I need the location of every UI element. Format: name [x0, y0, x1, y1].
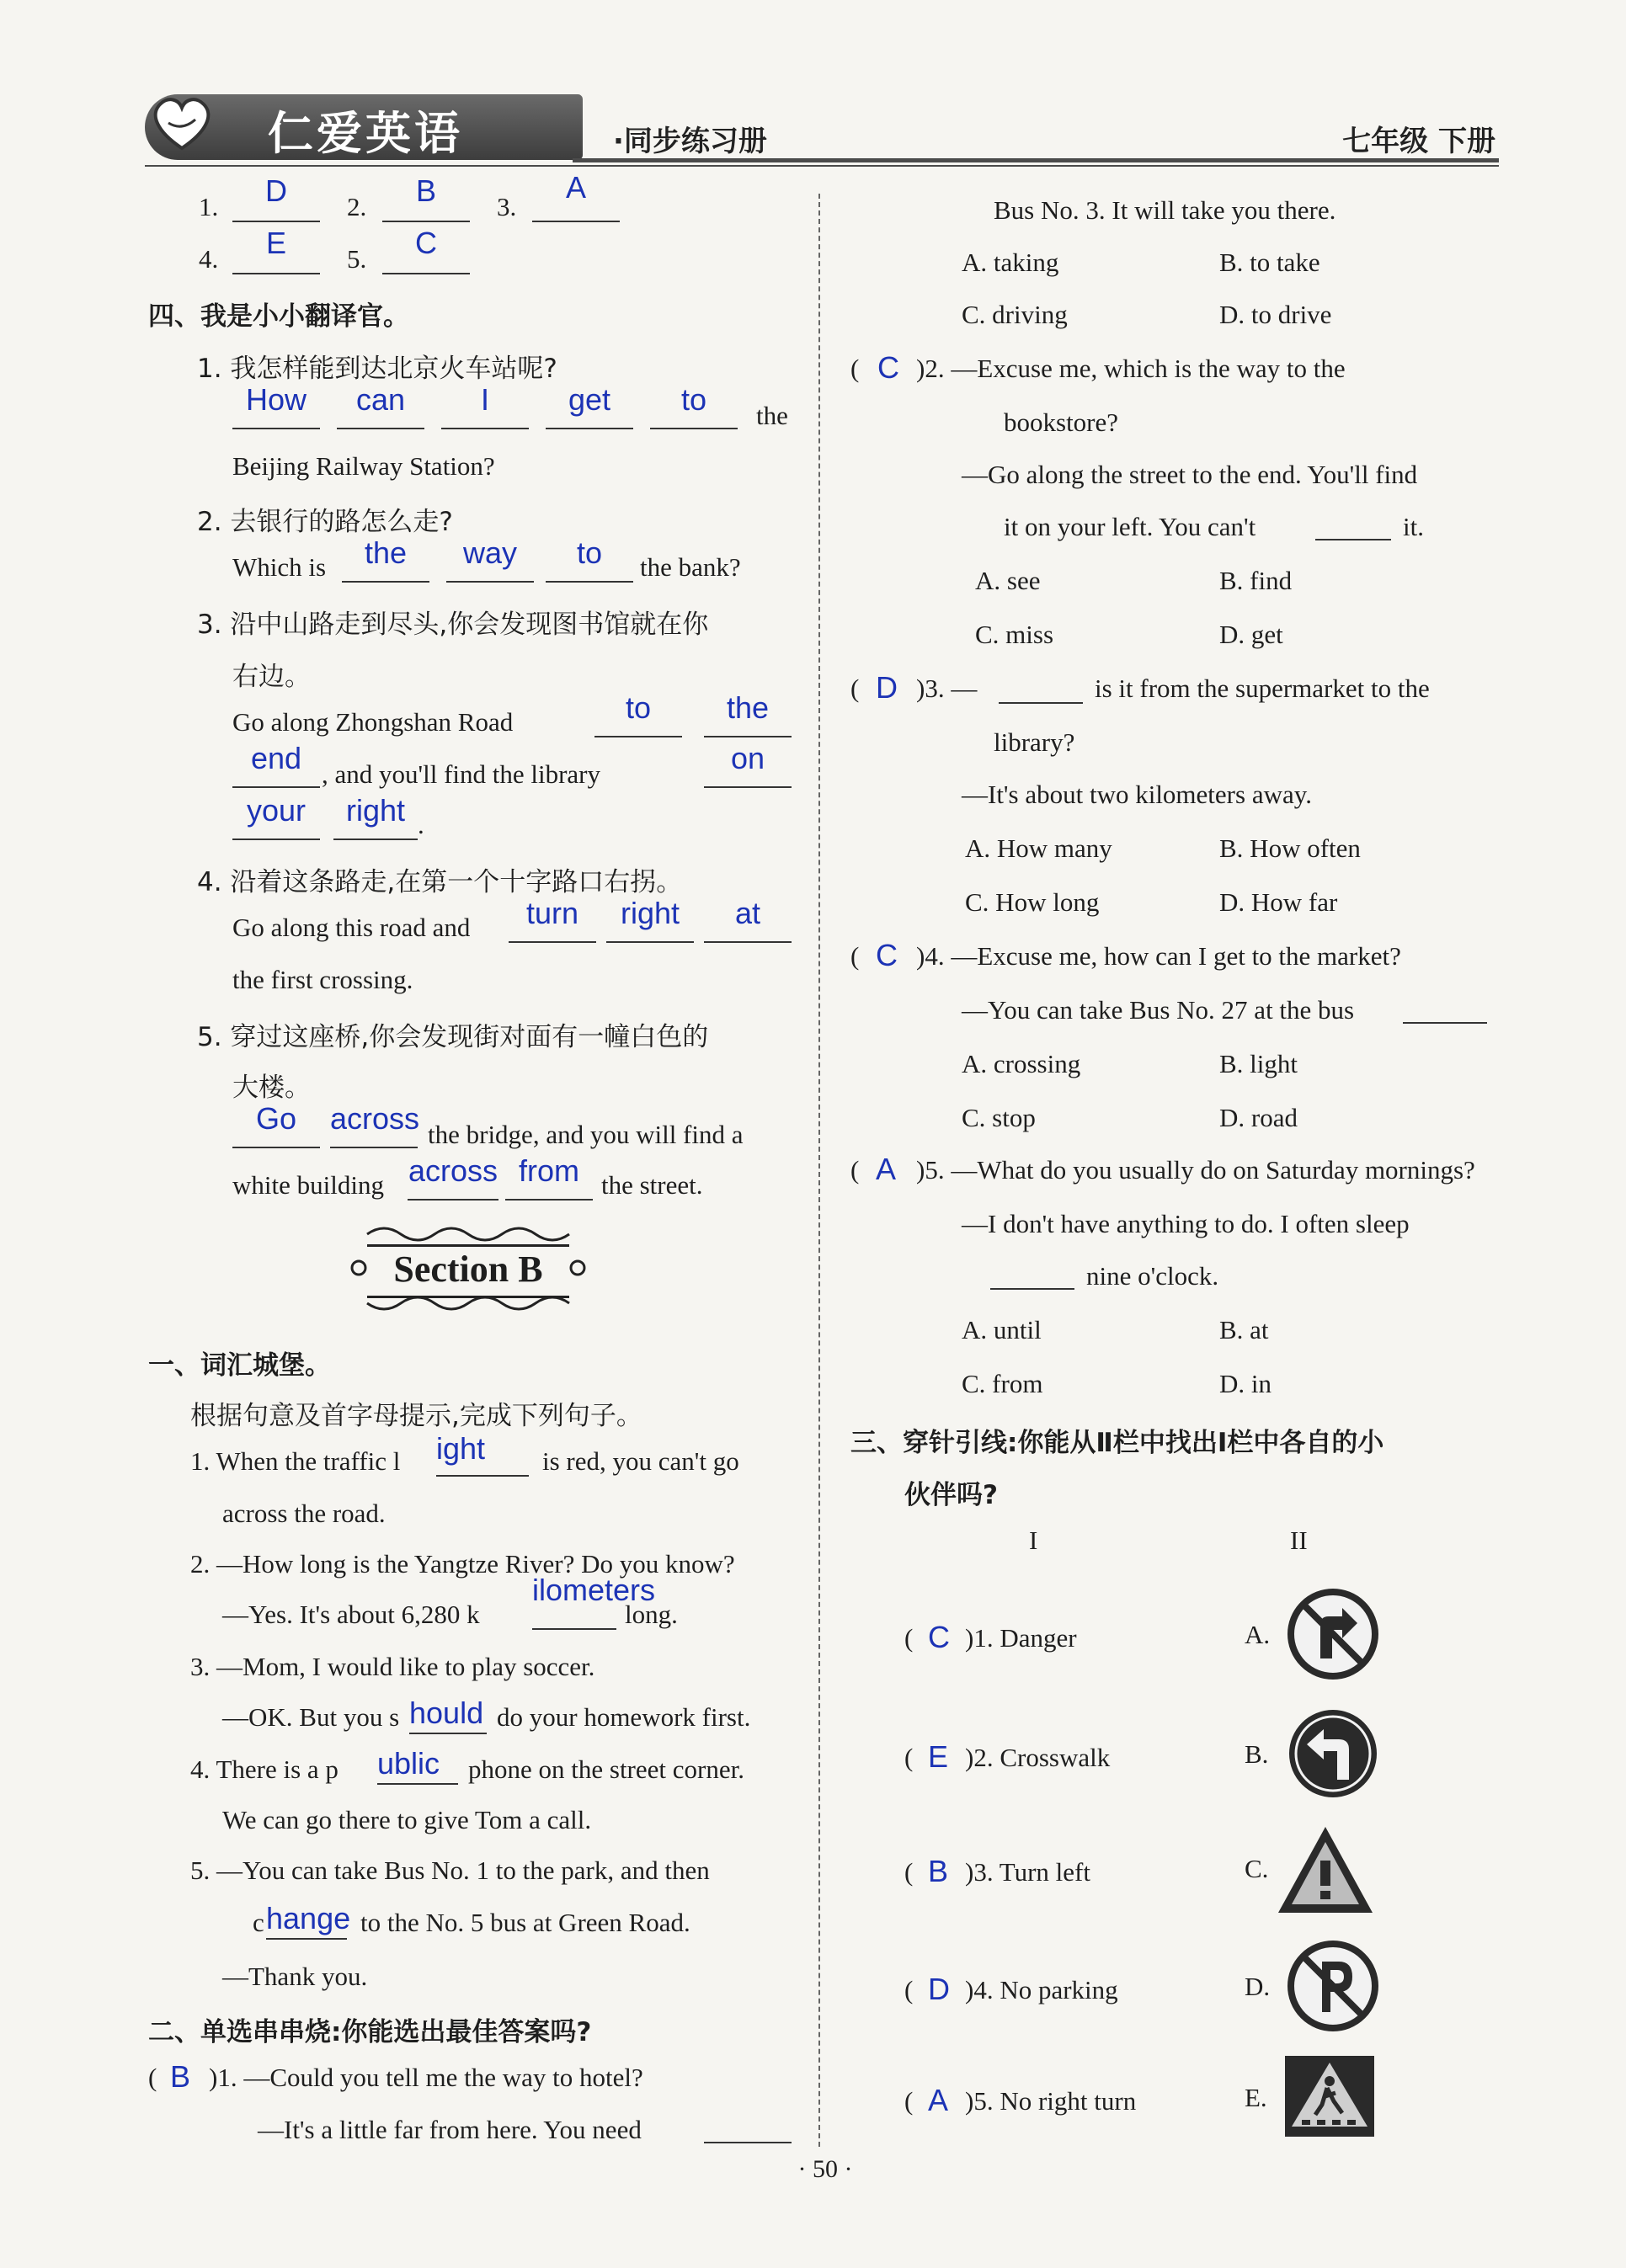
answer-number: 4. [199, 244, 219, 274]
blank[interactable] [546, 581, 633, 583]
option[interactable]: B. to take [1219, 248, 1320, 277]
choice-q5-line3: nine o'clock. [1086, 1261, 1219, 1291]
answer-text: right [620, 896, 680, 930]
vocab-q5-line3: —Thank you. [222, 1962, 368, 1991]
q5-chinese-cont: 大楼。 [232, 1073, 311, 1103]
blank[interactable] [266, 1938, 347, 1940]
choice-q4-line1: )4. —Excuse me, how can I get to the market? [916, 941, 1401, 971]
header-rule [573, 158, 1499, 162]
column-header-2: II [1290, 1525, 1308, 1555]
choice-q1-line2: —It's a little far from here. You need [258, 2115, 642, 2144]
section-title-match: 三、穿针引线:你能从Ⅱ栏中找出Ⅰ栏中各自的小 [850, 1428, 1384, 1458]
answer-blank[interactable] [232, 273, 320, 274]
vocab-instruction: 根据句意及首字母提示,完成下列句子。 [190, 1401, 642, 1431]
answer-text: can [355, 382, 406, 417]
answer-text: on [730, 741, 765, 775]
answer-text: get [568, 382, 611, 417]
brand-title: 仁爱英语 [268, 107, 463, 160]
sentence-text: Beijing Railway Station? [232, 451, 495, 481]
sentence-text: , and you'll find the library [322, 759, 601, 789]
answer-text: A [565, 170, 586, 205]
blank[interactable] [704, 941, 792, 943]
option[interactable]: C. driving [962, 300, 1068, 329]
match-item: )3. Turn left [965, 1857, 1090, 1887]
answer-text: the [364, 535, 408, 570]
answer-text: the [726, 690, 770, 725]
match-letter: A. [1245, 1620, 1271, 1649]
vocab-q4-line2: We can go there to give Tom a call. [222, 1805, 592, 1834]
answer-number: 3. [497, 192, 517, 221]
q3-chinese: 3. 沿中山路走到尽头,你会发现图书馆就在你 [197, 610, 709, 640]
choice-q3-answer[interactable]: D [876, 670, 898, 705]
column-header-1: I [1029, 1525, 1038, 1555]
paren: ( [904, 1975, 914, 2004]
paren: ( [850, 1155, 860, 1185]
choice-q3-line1b: is it from the supermarket to the [1095, 673, 1430, 703]
vocab-q1-post: is red, you can't go [542, 1446, 739, 1476]
choice-q3-line1a: )3. — [916, 673, 978, 703]
heart-logo-icon [148, 89, 216, 157]
answer-text: Go [255, 1101, 297, 1136]
answer-blank[interactable] [232, 221, 320, 222]
match-letter: D. [1245, 1972, 1271, 2001]
blank[interactable] [606, 941, 694, 943]
match-answer[interactable]: D [928, 1972, 950, 2006]
blank[interactable] [377, 1783, 458, 1785]
match-item: )4. No parking [965, 1975, 1118, 2004]
answer-text: E [265, 226, 286, 260]
section-title-translation: 四、我是小小翻译官。 [148, 301, 409, 332]
blank[interactable] [342, 581, 429, 583]
sentence-text: Go along this road and [232, 913, 471, 942]
match-answer[interactable]: A [928, 2083, 949, 2117]
section-b-label: Section B [393, 1248, 543, 1290]
vocab-q3-post: do your homework first. [497, 1702, 751, 1732]
choice-q4-line2: —You can take Bus No. 27 at the bus [962, 995, 1355, 1025]
answer-blank[interactable] [382, 221, 470, 222]
section-b-banner [350, 1222, 586, 1313]
vocab-q2-line1: 2. —How long is the Yangtze River? Do you know? [190, 1549, 735, 1579]
section-title-choice: 二、单选串串烧:你能选出最佳答案吗? [148, 2017, 592, 2047]
blank[interactable] [1315, 539, 1391, 540]
blank[interactable] [650, 428, 738, 429]
q3-chinese-cont: 右边。 [232, 662, 311, 692]
answer-text: at [734, 896, 761, 930]
choice-q5-answer[interactable]: A [876, 1152, 897, 1186]
answer-text: to [625, 690, 652, 725]
page-number: · 50 · [797, 2155, 853, 2183]
no-right-turn-icon [1287, 1588, 1379, 1680]
answer-text: I [480, 382, 489, 417]
sentence-text: the first crossing. [232, 965, 413, 994]
blank[interactable] [232, 839, 320, 840]
answer-text: across [330, 1101, 420, 1136]
answer-text: How [245, 382, 307, 417]
blank[interactable] [704, 736, 792, 737]
q1-chinese: 1. 我怎样能到达北京火车站呢? [197, 354, 557, 384]
vocab-q5-pre: c [253, 1908, 264, 1937]
match-letter: C. [1245, 1854, 1269, 1883]
section-title-match-cont: 伙伴吗? [904, 1480, 998, 1510]
answer-text: end [250, 741, 302, 775]
paren: ( [904, 1857, 914, 1887]
q4-chinese: 4. 沿着这条路走,在第一个十字路口右拐。 [197, 867, 683, 897]
option[interactable]: C. stop [962, 1103, 1036, 1132]
paren: ( [904, 1743, 914, 1772]
answer-text: C [415, 226, 437, 260]
option[interactable]: B. find [1219, 566, 1293, 595]
match-letter: B. [1245, 1739, 1269, 1769]
match-answer[interactable]: B [928, 1854, 949, 1888]
match-item: )5. No right turn [965, 2086, 1137, 2116]
blank[interactable] [446, 581, 534, 583]
blank[interactable] [1403, 1022, 1487, 1024]
choice-q2-answer[interactable]: C [877, 350, 899, 385]
paren: ( [904, 2086, 914, 2116]
blank[interactable] [337, 428, 424, 429]
choice-q2-line4b: it. [1403, 512, 1424, 541]
series-title: ·同步练习册 [613, 125, 767, 158]
vocab-q5-post: to the No. 5 bus at Green Road. [360, 1908, 690, 1937]
blank[interactable] [704, 786, 792, 788]
option[interactable]: C. How long [965, 887, 1100, 917]
choice-q1-line1: )1. —Could you tell me the way to hotel? [209, 2063, 643, 2092]
turn-left-icon [1287, 1707, 1379, 1800]
vocab-q2-post: long. [625, 1600, 678, 1629]
choice-q1-answer[interactable]: B [170, 2059, 191, 2094]
answer-text: B [415, 173, 436, 208]
option[interactable]: A. see [975, 566, 1041, 595]
answer-text: to [680, 382, 707, 417]
choice-q3-line3: —It's about two kilometers away. [962, 780, 1312, 809]
vocab-q3-pre: —OK. But you s [222, 1702, 400, 1732]
answer-text: hange [266, 1901, 351, 1935]
option[interactable]: A. crossing [962, 1049, 1081, 1078]
choice-q2-line3: —Go along the street to the end. You'll find [962, 460, 1418, 489]
q5-chinese: 5. 穿过这座桥,你会发现街对面有一幢白色的 [197, 1022, 709, 1052]
sentence-text: the bank? [640, 552, 741, 582]
option[interactable]: D. in [1219, 1369, 1271, 1398]
header-rule-thin [145, 165, 1499, 167]
no-parking-icon [1287, 1940, 1379, 2032]
blank[interactable] [436, 1475, 529, 1477]
answer-blank[interactable] [532, 221, 620, 222]
danger-icon [1275, 1823, 1376, 1918]
blank[interactable] [990, 1288, 1074, 1290]
blank[interactable] [408, 1199, 498, 1201]
option[interactable]: B. at [1219, 1315, 1269, 1344]
blank[interactable] [704, 2142, 792, 2143]
answer-text: way [462, 535, 518, 570]
paren: ( [904, 1623, 914, 1653]
vocab-q3-line1: 3. —Mom, I would like to play soccer. [190, 1652, 595, 1681]
vocab-q1-line2: across the road. [222, 1499, 386, 1528]
answer-text: your [246, 793, 307, 828]
answer-number: 1. [199, 192, 219, 221]
match-answer[interactable]: C [928, 1620, 950, 1654]
q2-chinese: 2. 去银行的路怎么走? [197, 507, 453, 537]
choice-q5-line2: —I don't have anything to do. I often sleep [962, 1209, 1410, 1238]
answer-text: to [576, 535, 603, 570]
sentence-text: Go along Zhongshan Road [232, 707, 514, 737]
choice-q1-line3: Bus No. 3. It will take you there. [994, 195, 1336, 225]
answer-blank[interactable] [382, 273, 470, 274]
vocab-q1-pre: 1. When the traffic l [190, 1446, 401, 1476]
grade-label: 七年级 下册 [1342, 125, 1495, 158]
option[interactable]: A. taking [962, 248, 1059, 277]
option[interactable]: D. How far [1219, 887, 1338, 917]
option[interactable]: C. from [962, 1369, 1043, 1398]
blank[interactable] [232, 1147, 320, 1148]
crosswalk-icon [1283, 2054, 1376, 2138]
vocab-q4-pre: 4. There is a p [190, 1754, 339, 1784]
blank[interactable] [333, 839, 418, 840]
blank[interactable] [532, 1628, 616, 1630]
page-header [0, 0, 1626, 168]
section-title-vocab: 一、词汇城堡。 [148, 1350, 331, 1381]
paren: ( [850, 673, 860, 703]
match-item: )1. Danger [965, 1623, 1077, 1653]
option[interactable]: D. road [1219, 1103, 1298, 1132]
option[interactable]: D. get [1219, 620, 1283, 649]
answer-text: ublic [377, 1746, 440, 1781]
sentence-text: . [418, 810, 424, 839]
sentence-text: the [756, 401, 788, 430]
answer-text: from [519, 1153, 579, 1188]
choice-q2-line2: bookstore? [1004, 407, 1119, 437]
option[interactable]: A. until [962, 1315, 1042, 1344]
answer-number: 2. [347, 192, 367, 221]
blank[interactable] [546, 428, 633, 429]
vocab-q5-line1: 5. —You can take Bus No. 1 to the park, and then [190, 1855, 710, 1885]
blank[interactable] [999, 702, 1083, 704]
sentence-text: the street. [601, 1170, 703, 1200]
answer-text: across [408, 1153, 498, 1188]
answer-text: ilometers [532, 1573, 656, 1607]
option[interactable]: B. light [1219, 1049, 1298, 1078]
answer-text: D [265, 173, 287, 208]
vocab-q4-post: phone on the street corner. [468, 1754, 744, 1784]
option[interactable]: A. How many [965, 833, 1112, 863]
blank[interactable] [509, 941, 596, 943]
option[interactable]: B. How often [1219, 833, 1361, 863]
match-item: )2. Crosswalk [965, 1743, 1111, 1772]
sentence-text: white building [232, 1170, 384, 1200]
choice-q3-line2: library? [994, 727, 1075, 757]
option[interactable]: D. to drive [1219, 300, 1332, 329]
paren: ( [850, 354, 860, 383]
column-separator [818, 194, 820, 2147]
blank[interactable] [330, 1147, 418, 1148]
blank[interactable] [232, 786, 320, 788]
choice-q2-line4: it on your left. You can't [1004, 512, 1256, 541]
choice-q4-answer[interactable]: C [876, 938, 898, 972]
vocab-q2-pre: —Yes. It's about 6,280 k [222, 1600, 480, 1629]
blank[interactable] [232, 428, 320, 429]
blank[interactable] [441, 428, 529, 429]
answer-text: hould [409, 1696, 484, 1730]
answer-text: ight [436, 1431, 486, 1466]
blank[interactable] [409, 1733, 487, 1734]
paren: ( [148, 2063, 157, 2092]
match-letter: E. [1245, 2083, 1267, 2112]
sentence-text: Which is [232, 552, 327, 582]
choice-q5-line1: )5. —What do you usually do on Saturday mornings? [916, 1155, 1475, 1185]
match-answer[interactable]: E [928, 1739, 949, 1774]
answer-number: 5. [347, 244, 367, 274]
sentence-text: the bridge, and you will find a [428, 1120, 744, 1149]
option[interactable]: C. miss [975, 620, 1054, 649]
paren: ( [850, 941, 860, 971]
choice-q2-line1: )2. —Excuse me, which is the way to the [916, 354, 1346, 383]
answer-text: turn [525, 896, 579, 930]
answer-text: right [345, 793, 406, 828]
blank[interactable] [505, 1199, 593, 1201]
blank[interactable] [594, 736, 682, 737]
